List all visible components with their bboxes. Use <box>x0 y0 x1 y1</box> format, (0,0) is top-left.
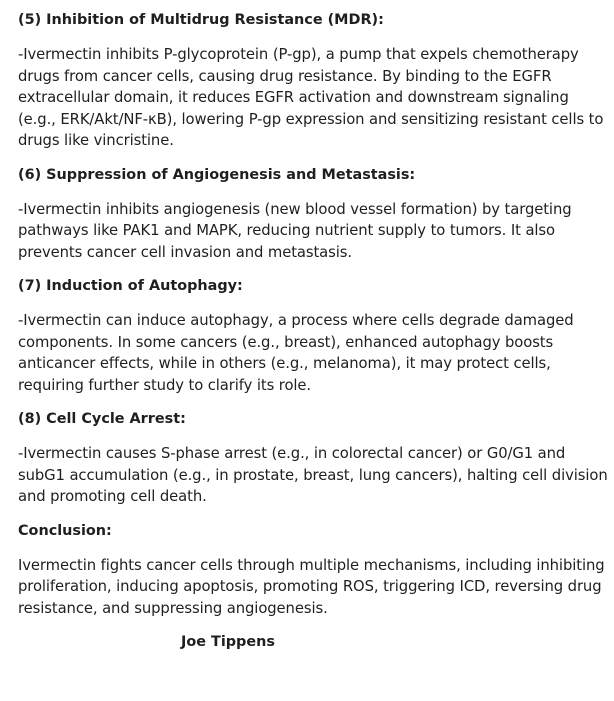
section-paragraph: -Ivermectin causes S-phase arrest (e.g., in colorectal cancer) or G0/G1 and subG1 accumulation (e.g., in prostate, breast, lung cancers), halting cell division and promoting cell death. <box>18 445 608 505</box>
section-conclusion <box>18 521 608 620</box>
section-mdr <box>18 10 608 152</box>
section-heading: (8) Cell Cycle Arrest: <box>18 411 186 427</box>
section-paragraph: -Ivermectin can induce autophagy, a process where cells degrade damaged components. In some cancers (e.g., breast), enhanced autophagy boosts anticancer effects, while in others (e.g., melanoma), it may protect cells, requiring further study to clarify its role. <box>18 312 574 394</box>
section-angiogenesis <box>18 165 608 264</box>
section-cell-cycle <box>18 409 608 508</box>
document-body <box>18 10 608 653</box>
section-heading: (5) Inhibition of Multidrug Resistance (MDR): <box>18 12 384 28</box>
section-paragraph: -Ivermectin inhibits angiogenesis (new blood vessel formation) by targeting pathways like PAK1 and MAPK, reducing nutrient supply to tumors. It also prevents cancer cell invasion and metastasis. <box>18 200 572 261</box>
section-heading: (7) Induction of Autophagy: <box>18 278 243 294</box>
author-signature: Joe Tippens <box>181 634 275 650</box>
section-heading: Conclusion: <box>18 522 112 539</box>
section-paragraph: Ivermectin fights cancer cells through multiple mechanisms, including inhibiting proliferation, inducing apoptosis, promoting ROS, triggering ICD, reversing drug resistance, and suppressing angiogenesis. <box>18 556 605 617</box>
section-heading: (6) Suppression of Angiogenesis and Metastasis: <box>18 166 416 183</box>
section-paragraph: -Ivermectin inhibits P-glycoprotein (P-gp), a pump that expels chemotherapy drugs from cancer cells, causing drug resistance. By binding to the EGFR extracellular domain, it reduces EGFR activation and downstream signaling (e.g., ERK/Akt/NF-κB), lowering P-gp expression and sensitizing resistant cells to drugs like vincristine. <box>18 46 604 149</box>
section-autophagy <box>18 276 608 396</box>
